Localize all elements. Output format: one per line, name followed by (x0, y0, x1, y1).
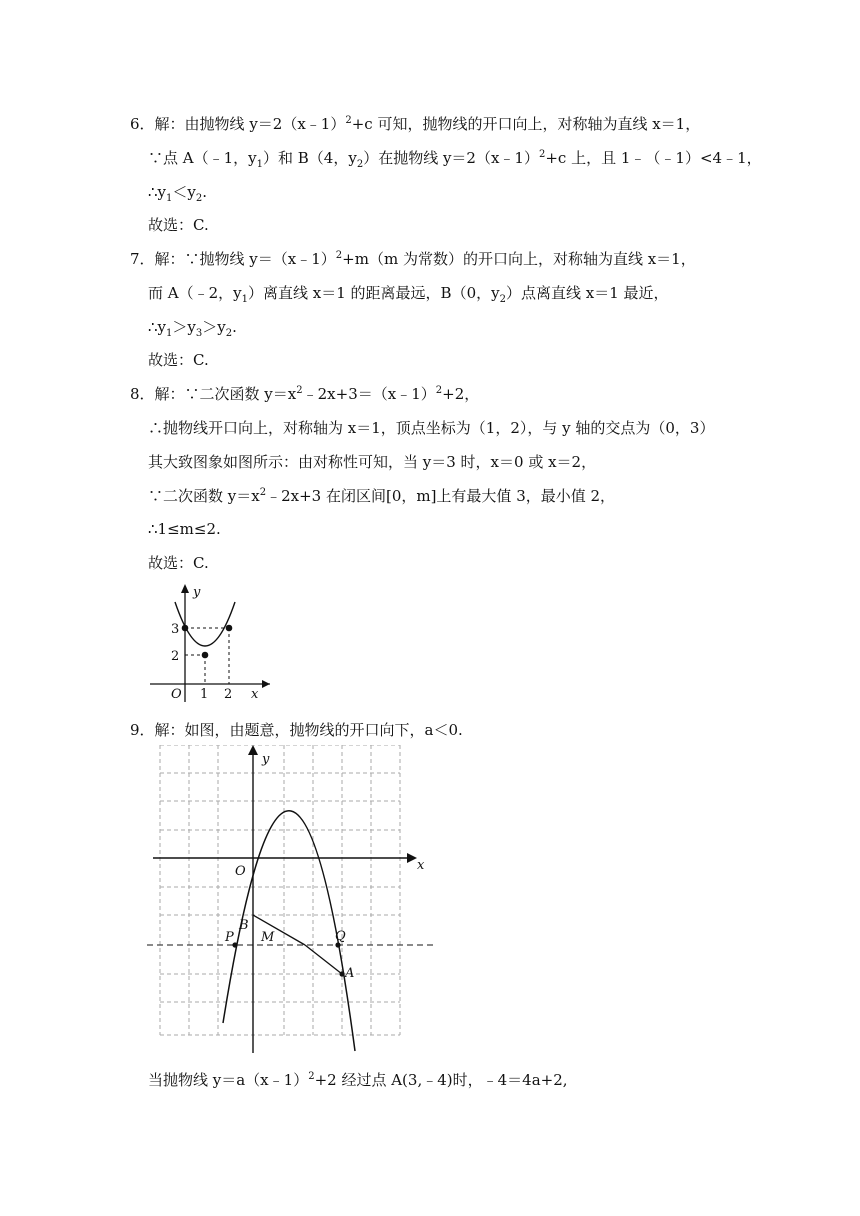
p7-line2: 而 A（﹣2，$y_1$）离直线 x＝1 的距离最远，B（0，$y_2$）点离直线 x＝1 最近， (148, 284, 669, 305)
p9-line1: 9．解：如图，由题意，抛物线的开口向下，a＜0. (130, 721, 463, 739)
tick-y3: 3 (171, 622, 180, 637)
point-0-3 (182, 625, 189, 632)
label-a: A (345, 966, 355, 981)
label-x: x (417, 858, 425, 873)
x-axis-arrow (262, 680, 270, 688)
p8-answer: 故选：C. (148, 554, 209, 572)
label-x: x (251, 687, 259, 702)
tick-1: 1 (200, 687, 209, 702)
p7-answer: 故选：C. (148, 351, 209, 369)
p6-line1: 6．解：由抛物线 y＝2（x﹣1）$^2$+c 可知，抛物线的开口向上，对称轴为直线 x＝1， (130, 115, 701, 133)
segment-ma (305, 945, 342, 974)
label-origin: O (171, 687, 182, 702)
p7-line3: $\therefore y_1>y_3>y_2$. (148, 318, 237, 339)
label-y: y (262, 752, 270, 767)
p7-line1: 7．解：∵抛物线 y＝（x﹣1）$^2$+m（m 为常数）的开口向上，对称轴为直线 x＝1， (130, 250, 696, 268)
point-vertex (202, 652, 209, 659)
p8-line2: ∴抛物线开口向上，对称轴为 x＝1，顶点坐标为（1，2），与 y 轴的交点为（0，3） (148, 419, 715, 437)
label-origin: O (235, 864, 246, 879)
p8-line4: ∵二次函数 $y=x^2﹣2x+3$ 在闭区间[0，m]上有最大值 3，最小值 2， (148, 487, 616, 505)
p6-line3: $\therefore y_1<y_2$. (148, 183, 208, 204)
p8-line3: 其大致图象如图所示：由对称性可知，当 y＝3 时，x＝0 或 x＝2， (148, 453, 597, 471)
figure-8-parabola (145, 580, 275, 705)
label-q: Q (335, 929, 346, 944)
label-b: B (239, 918, 249, 933)
y-axis-arrow (248, 745, 258, 755)
parabola-curve (175, 602, 235, 646)
tick-2: 2 (224, 687, 233, 702)
y-axis-arrow (181, 584, 189, 593)
label-y: y (193, 585, 201, 600)
figure-9-grid-parabola (145, 745, 435, 1055)
x-axis-arrow (407, 853, 417, 863)
tick-y2: 2 (171, 649, 180, 664)
grid-lines (160, 745, 400, 1035)
p6-line2: ∵点 A（﹣1，$y_1$）和 B（4，$y_2$）在抛物线 y＝2（x﹣1）$^2$+c 上，且 1﹣（﹣1）<4﹣1， (148, 149, 762, 170)
point-a (339, 971, 344, 976)
label-p: P (225, 930, 234, 945)
p8-line1: 8．解：∵二次函数 $y=x^2﹣2x+3=(x﹣1)^2+2$， (130, 385, 480, 403)
p8-line5: ∴1≤m≤2. (148, 520, 221, 538)
label-m: M (261, 930, 275, 945)
p9-line2: 当抛物线 y＝a（x﹣1）$^2$+2 经过点 A(3,﹣4)时，﹣4＝4a+2, (148, 1071, 568, 1089)
point-2-3 (226, 625, 233, 632)
p6-answer: 故选：C. (148, 216, 209, 234)
